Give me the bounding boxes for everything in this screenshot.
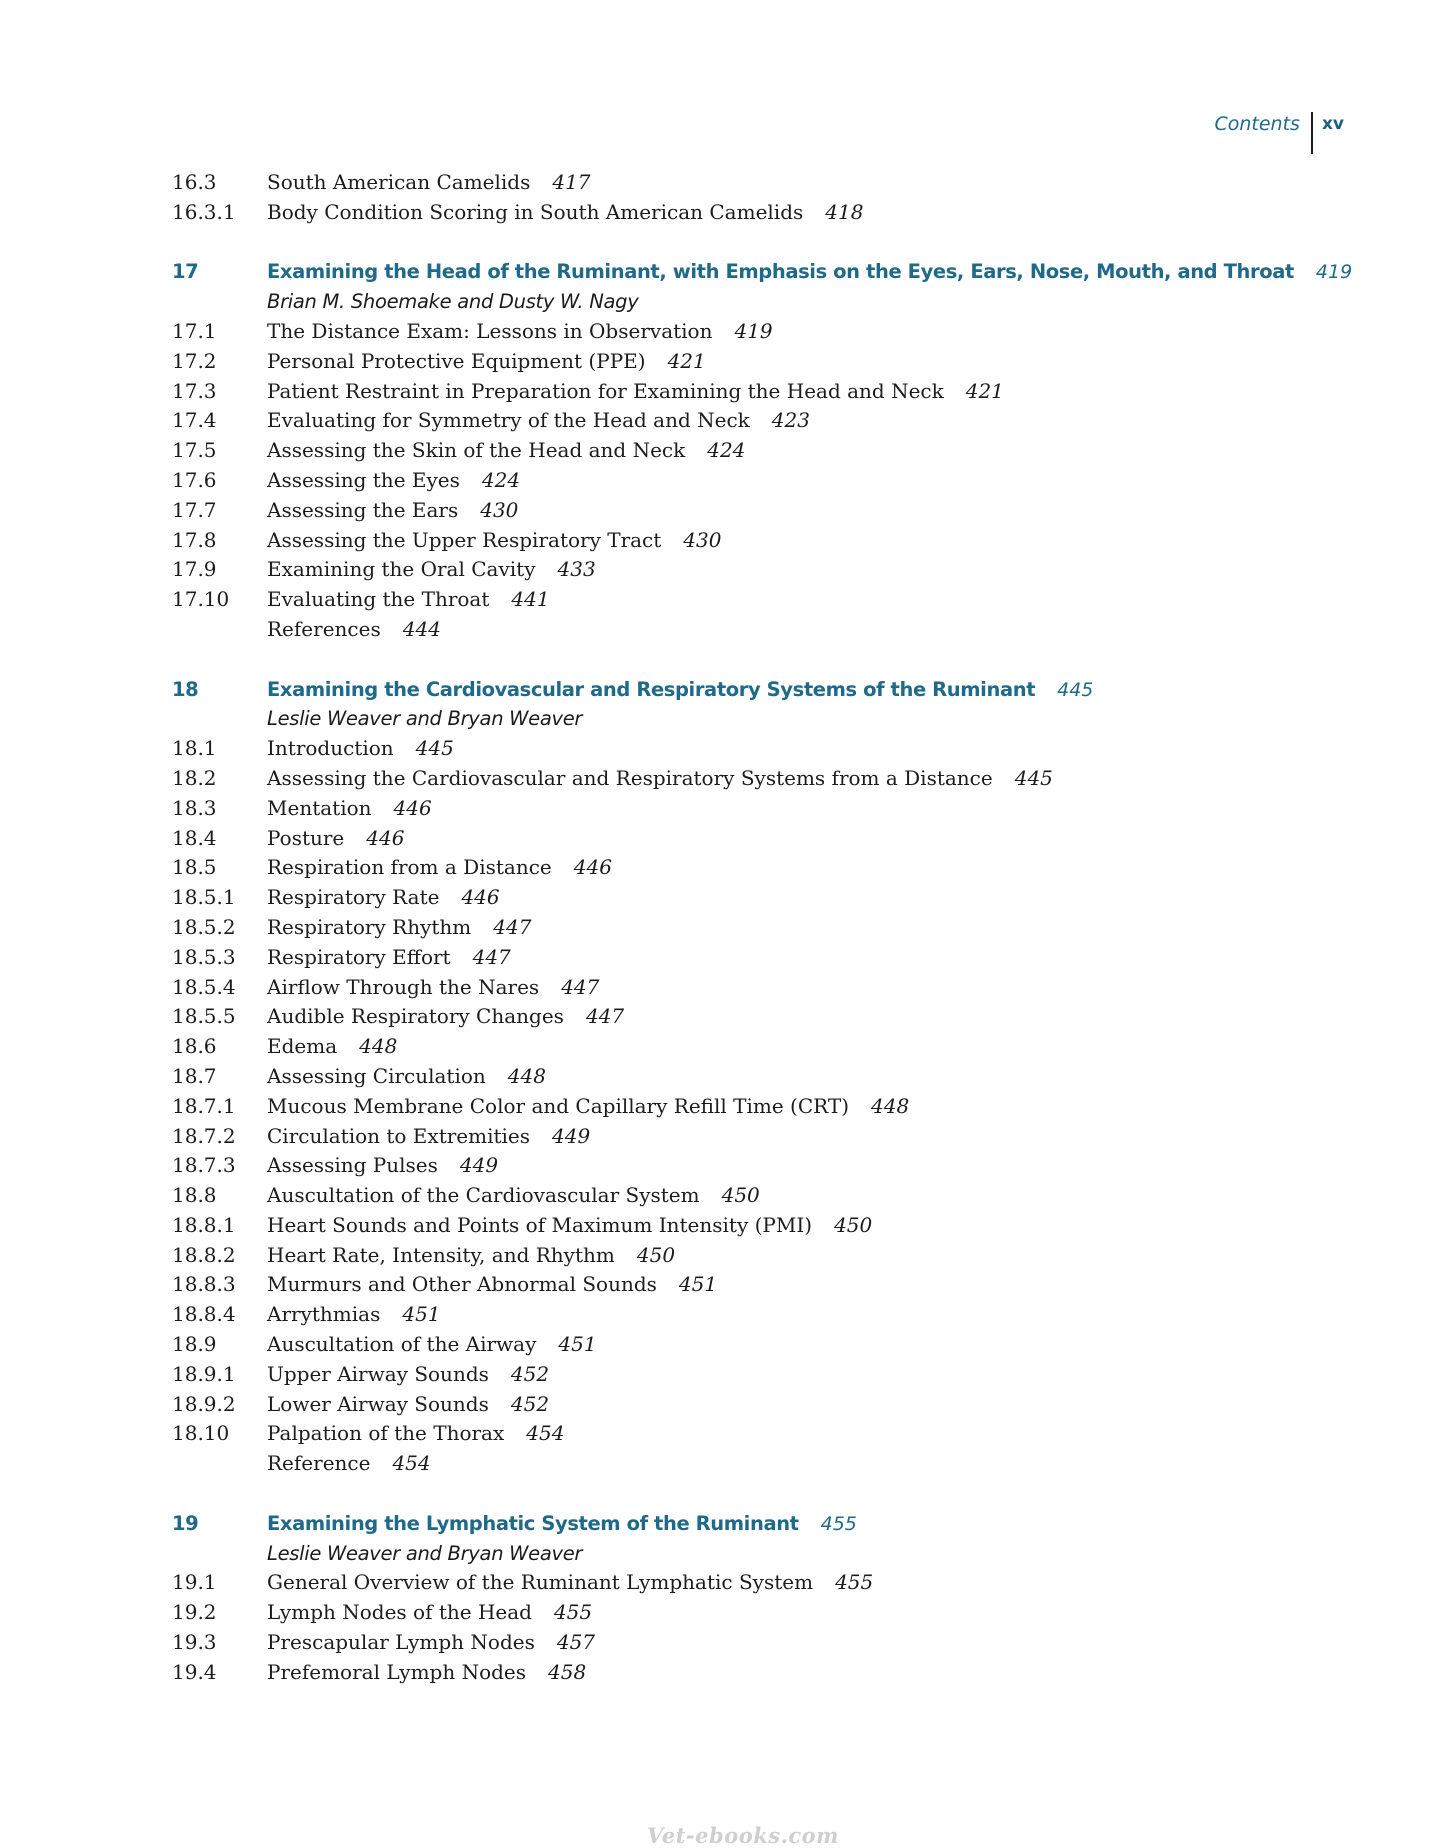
toc-section-entry[interactable]: [172, 466, 1322, 496]
page-reference: 447: [561, 974, 600, 999]
toc-section-entry[interactable]: [172, 1062, 1322, 1092]
section-number: 18.7.1: [172, 1093, 236, 1118]
section-title: Audible Respiratory Changes: [267, 1004, 564, 1029]
section-number: 18.8.2: [172, 1242, 236, 1267]
toc-section-entry[interactable]: [172, 1360, 1322, 1390]
section-title: Assessing the Upper Respiratory Tract: [267, 527, 662, 552]
section-number: 18.5.1: [172, 885, 236, 910]
chapter-authors: Leslie Weaver and Bryan Weaver: [267, 1541, 583, 1565]
section-title: Heart Sounds and Points of Maximum Intensity (PMI): [267, 1212, 813, 1237]
section-number: 18.8.3: [172, 1272, 236, 1297]
page-reference: 457: [556, 1630, 596, 1655]
toc-section-entry[interactable]: [172, 1151, 1322, 1181]
chapter-title: Examining the Cardiovascular and Respiratory Systems of the Ruminant: [267, 677, 1036, 701]
section-number: 17.6: [172, 467, 217, 492]
section-number: 18.4: [172, 825, 217, 850]
page-reference: 445: [1057, 678, 1094, 701]
section-title: Lymph Nodes of the Head: [267, 1600, 532, 1625]
section-title: Assessing the Skin of the Head and Neck: [267, 438, 686, 463]
section-number: 18.5.3: [172, 944, 236, 969]
page-reference: 451: [678, 1272, 718, 1297]
section-number: 17.2: [172, 348, 217, 373]
section-title: Mucous Membrane Color and Capillary Refill Time (CRT): [267, 1093, 850, 1118]
watermark: Vet-ebooks.com: [647, 1823, 839, 1848]
section-number: 19.2: [172, 1600, 217, 1625]
page-reference: 441: [511, 587, 550, 612]
toc-section-entry[interactable]: [172, 555, 1322, 585]
page-reference: 455: [553, 1600, 593, 1625]
section-number: 18.1: [172, 736, 217, 761]
section-title: Respiratory Rate: [267, 885, 440, 910]
page-reference: 430: [480, 497, 519, 522]
section-number: 16.3: [172, 170, 217, 194]
section-number: 17.9: [172, 557, 217, 582]
page-reference: 430: [683, 527, 722, 552]
section-title: Assessing Circulation: [267, 1063, 486, 1088]
page-reference: 433: [557, 557, 596, 582]
table-of-contents: [172, 168, 1353, 1688]
section-number: 18.5.5: [172, 1004, 236, 1029]
toc-section-entry[interactable]: [172, 883, 1322, 913]
section-title: Lower Airway Sounds: [267, 1391, 489, 1416]
page-reference: 424: [707, 438, 746, 463]
section-number: 18.9.2: [172, 1391, 236, 1416]
toc-section-entry[interactable]: [172, 1122, 1322, 1152]
page-reference: 419: [1315, 261, 1353, 284]
toc-section-entry[interactable]: [172, 1092, 1322, 1122]
toc-section-entry[interactable]: [172, 1181, 1322, 1211]
page-reference: 452: [510, 1361, 550, 1386]
section-title: Arrythmias: [267, 1302, 381, 1327]
toc-section-entry[interactable]: [172, 406, 1322, 436]
section-number: 17.4: [172, 408, 217, 433]
toc-section-entry[interactable]: [172, 824, 1322, 854]
section-title: Assessing Pulses: [267, 1153, 438, 1178]
page-reference: 448: [871, 1093, 910, 1118]
section-title: The Distance Exam: Lessons in Observation: [267, 318, 713, 343]
page-reference: 454: [392, 1451, 431, 1476]
toc-section-entry[interactable]: [172, 943, 1322, 973]
toc-section-entry[interactable]: [172, 496, 1322, 526]
toc-section-entry[interactable]: [172, 1419, 1322, 1449]
toc-section-entry[interactable]: [172, 1330, 1322, 1360]
section-title: Evaluating for Symmetry of the Head and Neck: [267, 408, 750, 433]
page-reference: 417: [552, 170, 591, 194]
toc-section-entry[interactable]: [172, 168, 1322, 198]
page-reference: 454: [526, 1421, 565, 1446]
page-reference: 447: [585, 1004, 625, 1029]
section-title: Assessing the Eyes: [267, 467, 460, 492]
chapter-title: Examining the Lymphatic System of the Ruminant: [267, 1511, 799, 1535]
toc-chapter-entry[interactable]: [172, 1509, 1322, 1539]
toc-section-entry[interactable]: [172, 1628, 1322, 1658]
section-number: 18.8.4: [172, 1302, 236, 1327]
chapter-number: 17: [172, 260, 199, 284]
toc-section-entry[interactable]: [172, 1449, 1322, 1479]
section-number: 18.8: [172, 1183, 217, 1208]
page-reference: 447: [472, 944, 511, 969]
section-title: Circulation to Extremities: [267, 1123, 531, 1148]
toc-section-entry[interactable]: [172, 1211, 1322, 1241]
toc-section-entry[interactable]: [172, 913, 1322, 943]
running-head: Contents: [1214, 113, 1300, 135]
section-title: Posture: [267, 825, 345, 850]
page-reference: 446: [573, 855, 612, 880]
page-reference: 446: [393, 795, 432, 820]
page-reference: 449: [552, 1123, 591, 1148]
toc-section-entry[interactable]: [172, 198, 1322, 228]
page-reference: 455: [820, 1512, 857, 1535]
toc-section-entry[interactable]: [172, 347, 1322, 377]
page-reference: 450: [721, 1183, 760, 1208]
section-number: 18.5.2: [172, 914, 236, 939]
page-reference: 458: [548, 1659, 587, 1684]
toc-section-entry[interactable]: [172, 1598, 1322, 1628]
section-number: 17.5: [172, 438, 217, 463]
section-title: Murmurs and Other Abnormal Sounds: [267, 1272, 657, 1297]
section-title: Introduction: [267, 736, 394, 761]
section-title: Respiratory Effort: [267, 944, 451, 969]
toc-section-entry[interactable]: [172, 526, 1322, 556]
section-title: Respiratory Rhythm: [267, 914, 472, 939]
toc-section-entry[interactable]: [172, 1241, 1322, 1271]
section-title: Palpation of the Thorax: [267, 1421, 505, 1446]
section-title: Auscultation of the Airway: [267, 1332, 537, 1357]
page-reference: 450: [636, 1242, 676, 1267]
chapter-number: 19: [172, 1511, 199, 1535]
page-reference: 451: [558, 1332, 597, 1357]
section-title: Patient Restraint in Preparation for Examining the Head and Neck: [267, 378, 944, 403]
page-reference: 446: [461, 885, 500, 910]
toc-chapter-entry[interactable]: [172, 675, 1322, 705]
toc-section-entry[interactable]: [172, 734, 1322, 764]
page-reference: 448: [507, 1063, 546, 1088]
section-number: 19.3: [172, 1630, 217, 1655]
page-reference: 423: [771, 408, 810, 433]
page-reference: 447: [493, 914, 532, 939]
page-header: [1214, 112, 1344, 154]
toc-section-entry[interactable]: [172, 1270, 1322, 1300]
section-title: Upper Airway Sounds: [267, 1361, 489, 1386]
toc-section-entry[interactable]: [172, 377, 1322, 407]
toc-section-entry[interactable]: [172, 1658, 1322, 1688]
page-reference: 418: [825, 199, 864, 224]
chapter-authors: Leslie Weaver and Bryan Weaver: [267, 707, 583, 731]
toc-chapter-entry[interactable]: [172, 257, 1353, 287]
section-title: Assessing the Cardiovascular and Respiratory Systems from a Distance: [267, 765, 993, 790]
section-title: Assessing the Ears: [267, 497, 459, 522]
toc-section-entry[interactable]: [172, 1032, 1322, 1062]
section-number: 17.8: [172, 527, 217, 552]
chapter-number: 18: [172, 677, 199, 701]
page-reference: 449: [459, 1153, 499, 1178]
page-reference: 446: [366, 825, 405, 850]
section-number: 18.2: [172, 765, 217, 790]
section-title: Examining the Oral Cavity: [267, 557, 536, 582]
page-reference: 424: [481, 467, 521, 492]
toc-section-entry[interactable]: [172, 317, 1322, 347]
section-title: South American Camelids: [267, 170, 531, 194]
section-title: Prescapular Lymph Nodes: [267, 1630, 535, 1655]
section-title: Mentation: [267, 795, 372, 820]
toc-section-entry[interactable]: [172, 764, 1322, 794]
section-title: Respiration from a Distance: [267, 855, 552, 880]
page-reference: 444: [402, 616, 441, 641]
section-title: Edema: [267, 1034, 338, 1059]
section-number: 18.9.1: [172, 1361, 236, 1386]
toc-section-entry[interactable]: [172, 973, 1322, 1003]
section-title: Body Condition Scoring in South American Camelids: [267, 199, 804, 224]
page-reference: 451: [402, 1302, 441, 1327]
section-number: 17.1: [172, 318, 217, 343]
section-title: Auscultation of the Cardiovascular System: [267, 1183, 700, 1208]
toc-section-entry[interactable]: [172, 1568, 1322, 1598]
section-number: 19.4: [172, 1659, 217, 1684]
section-number: 18.9: [172, 1332, 217, 1357]
section-number: 18.3: [172, 795, 217, 820]
section-number: 18.10: [172, 1421, 230, 1446]
section-title: Personal Protective Equipment (PPE): [267, 348, 646, 373]
section-number: 18.7: [172, 1063, 217, 1088]
section-title: General Overview of the Ruminant Lymphatic System: [267, 1570, 814, 1595]
page-reference: 421: [965, 378, 1004, 403]
section-number: 18.7.2: [172, 1123, 236, 1148]
section-number: 18.5.4: [172, 974, 236, 999]
toc-section-entry[interactable]: [172, 1300, 1322, 1330]
section-number: 17.10: [172, 587, 230, 612]
section-number: 18.7.3: [172, 1153, 236, 1178]
toc-section-entry[interactable]: [172, 585, 1322, 615]
section-title: References: [267, 616, 381, 641]
toc-section-entry[interactable]: [172, 436, 1322, 466]
section-title: Prefemoral Lymph Nodes: [267, 1659, 527, 1684]
toc-section-entry[interactable]: [172, 615, 1322, 645]
section-number: 18.5: [172, 855, 217, 880]
page-reference: 455: [835, 1570, 874, 1595]
page-reference: 421: [667, 348, 706, 373]
toc-section-entry[interactable]: [172, 1002, 1322, 1032]
section-number: 18.8.1: [172, 1212, 236, 1237]
page-number: xv: [1321, 114, 1344, 134]
page-reference: 448: [359, 1034, 398, 1059]
section-number: 17.7: [172, 497, 217, 522]
page-reference: 445: [1014, 765, 1053, 790]
page-reference: 419: [734, 318, 773, 343]
section-number: 19.1: [172, 1570, 217, 1595]
section-title: Airflow Through the Nares: [267, 974, 540, 999]
section-number: 17.3: [172, 378, 217, 403]
section-title: Reference: [267, 1451, 371, 1476]
page-reference: 445: [415, 736, 454, 761]
section-title: Heart Rate, Intensity, and Rhythm: [267, 1242, 615, 1267]
section-title: Evaluating the Throat: [267, 587, 490, 612]
page-reference: 452: [510, 1391, 550, 1416]
section-number: 18.6: [172, 1034, 217, 1059]
chapter-authors: Brian M. Shoemake and Dusty W. Nagy: [267, 290, 639, 314]
toc-section-entry[interactable]: [172, 853, 1322, 883]
toc-section-entry[interactable]: [172, 1390, 1322, 1420]
section-number: 16.3.1: [172, 199, 236, 224]
chapter-title: Examining the Head of the Ruminant, with Emphasis on the Eyes, Ears, Nose, Mouth, and Throat: [267, 260, 1294, 284]
page-reference: 450: [834, 1212, 873, 1237]
toc-section-entry[interactable]: [172, 794, 1322, 824]
